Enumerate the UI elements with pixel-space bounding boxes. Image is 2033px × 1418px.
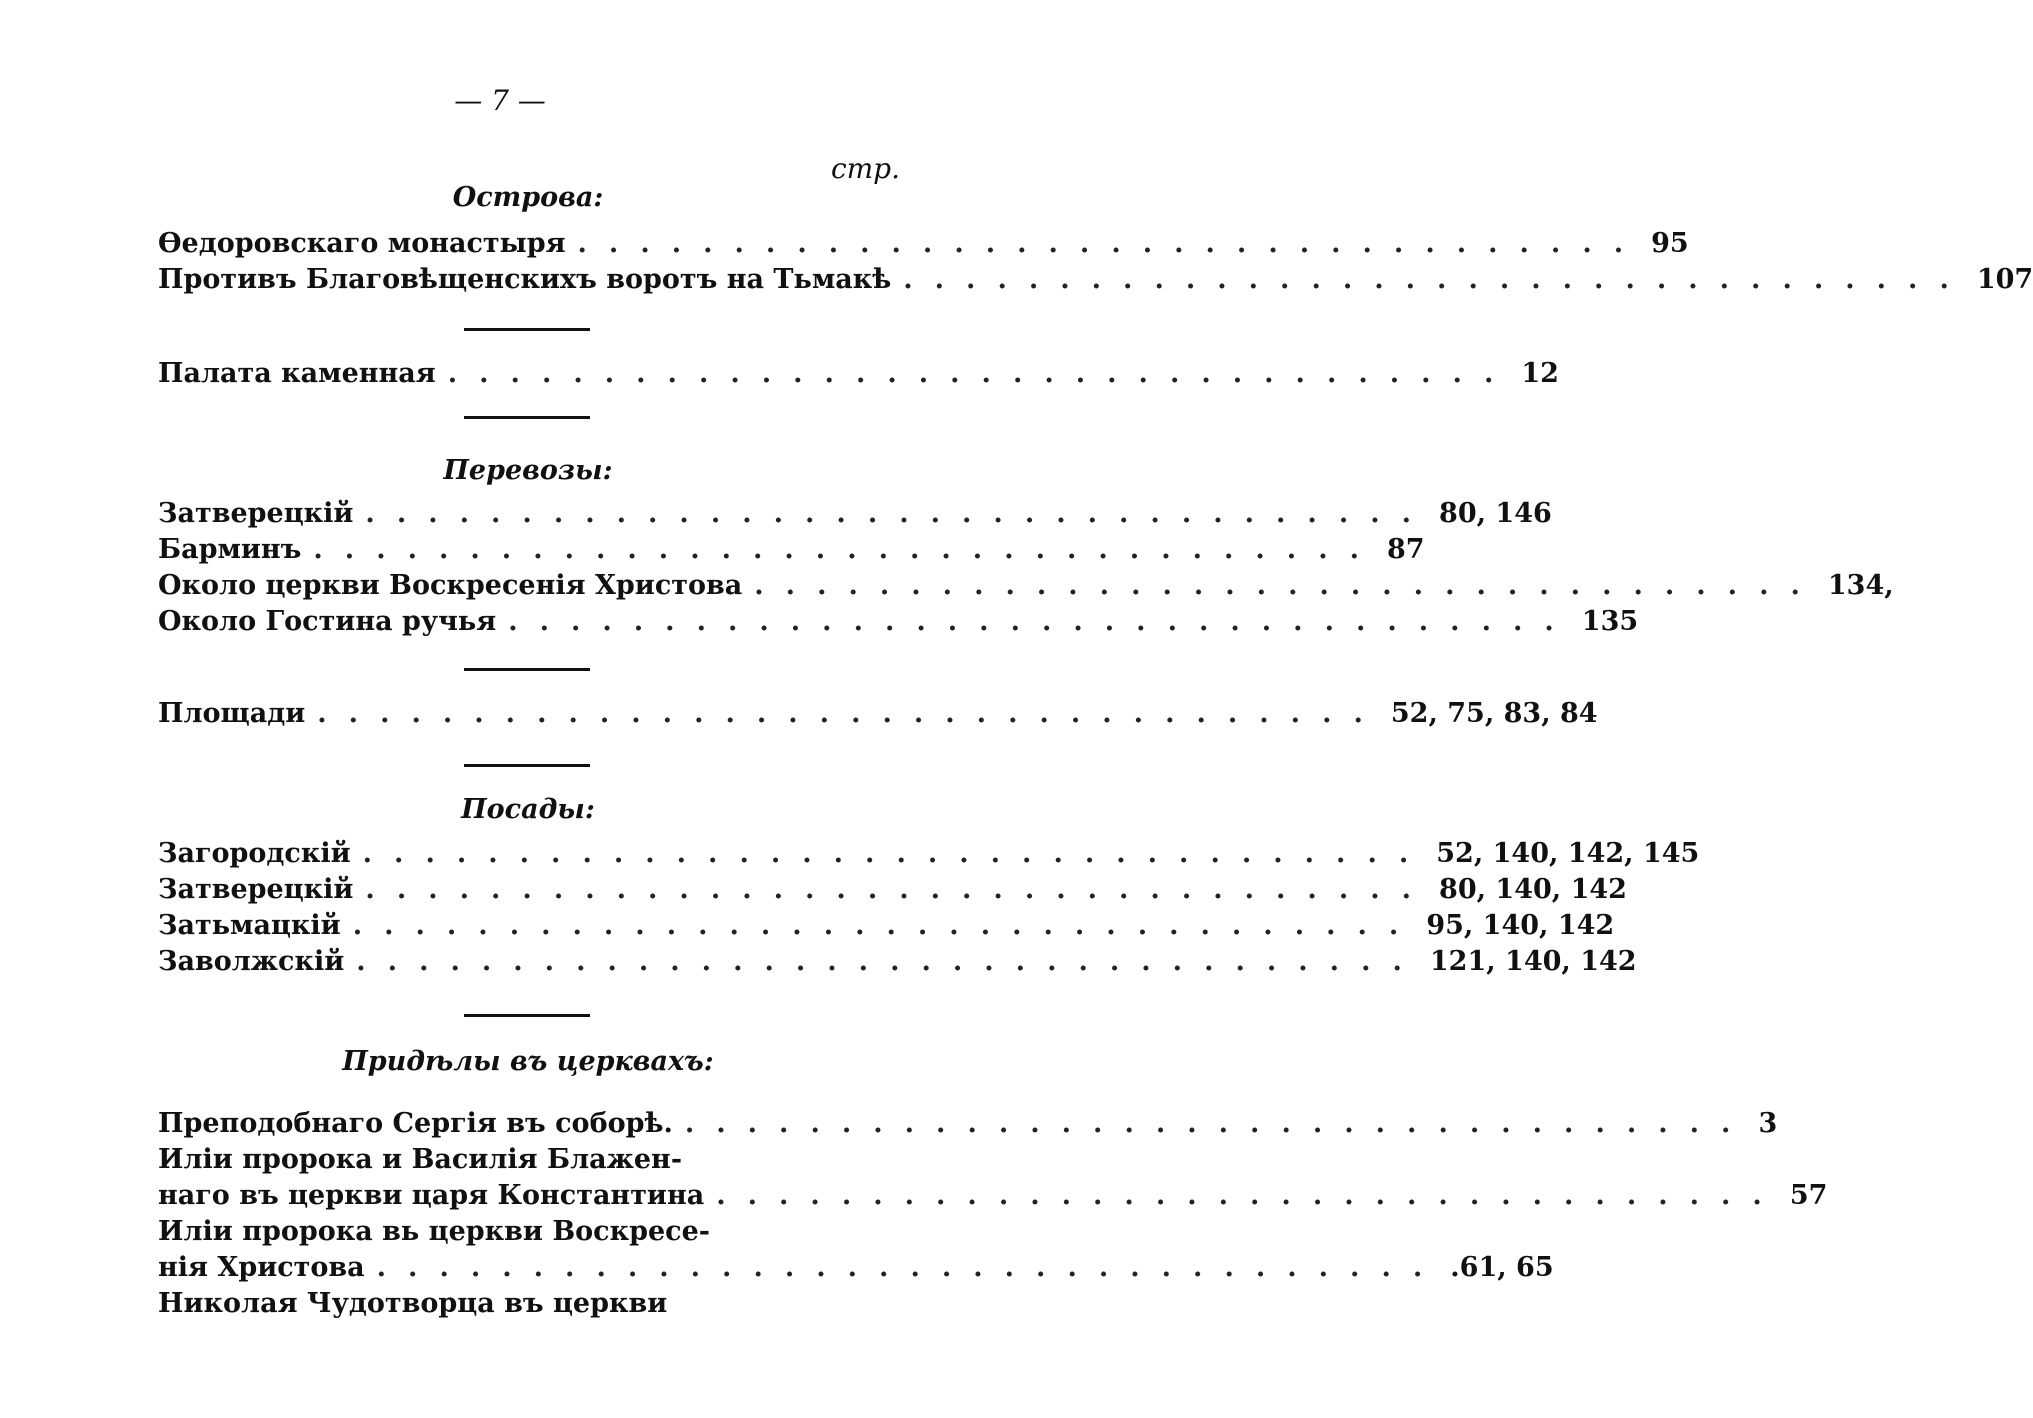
- index-entry: [158, 910, 1615, 946]
- index-entry: [158, 534, 1425, 570]
- section-heading-pridely: Придѣлы въ церквахъ:: [342, 1046, 714, 1077]
- section-divider: [464, 328, 590, 331]
- index-entry: [158, 358, 1559, 394]
- leader-dots: ..................................: [716, 1180, 1784, 1211]
- leader-dots: ..................................: [508, 606, 1576, 637]
- entry-label: Загородскій: [158, 838, 351, 869]
- leader-dots: ..................................: [903, 264, 1971, 295]
- index-entry: [158, 698, 1598, 734]
- section-divider: [464, 1014, 590, 1017]
- entry-page: 3: [1758, 1108, 1778, 1139]
- index-entry: [158, 874, 1627, 910]
- leader-dots: ..................................: [684, 1108, 1753, 1139]
- leader-dots: ..................................: [356, 946, 1424, 977]
- entry-page: 95, 140, 142: [1426, 910, 1615, 941]
- entry-first-line: Николая Чудотворца въ церкви: [158, 1288, 668, 1319]
- index-entry: [158, 838, 1700, 874]
- entry-label: Барминъ: [158, 534, 302, 565]
- entry-label: Около церкви Воскресенія Христова: [158, 570, 743, 601]
- entry-label: Өедоровскаго монастыря: [158, 228, 566, 259]
- entry-page: 107: [1976, 264, 2033, 295]
- entry-page: 80, 146: [1439, 498, 1552, 529]
- entry-page: 121, 140, 142: [1429, 946, 1637, 977]
- section-heading-perevozy: Перевозы:: [443, 455, 613, 486]
- section-divider: [464, 764, 590, 767]
- entry-label: Затверецкій: [158, 498, 354, 529]
- section-divider: [464, 668, 590, 671]
- entry-label: Палата каменная: [158, 358, 436, 389]
- entry-label: нія Христова: [158, 1252, 365, 1283]
- leader-dots: ..................................: [352, 910, 1421, 941]
- leader-dots: ..................................: [376, 1252, 1445, 1283]
- leader-dots: ..................................: [313, 534, 1382, 565]
- entry-page: 52, 75, 83, 84: [1390, 698, 1598, 729]
- entry-label: Около Гостина ручья: [158, 606, 497, 637]
- entry-page: 87: [1387, 534, 1425, 565]
- index-entry: [158, 264, 2033, 300]
- entry-page: 57: [1789, 1180, 1828, 1211]
- section-divider: [464, 416, 590, 419]
- page-number: — 7 —: [454, 84, 546, 117]
- entry-label: Затьмацкій: [158, 910, 341, 941]
- section-heading-posady: Посады:: [461, 794, 595, 825]
- index-entry: [158, 1108, 1778, 1144]
- entry-label: наго въ церкви царя Константина: [158, 1180, 705, 1211]
- entry-page: 134,: [1827, 570, 1894, 601]
- leader-dots: ..................................: [317, 698, 1385, 729]
- leader-dots: ..................................: [754, 570, 1822, 601]
- leader-dots: ..................................: [362, 838, 1431, 869]
- leader-dots: ..................................: [577, 228, 1646, 259]
- index-entry: [158, 570, 1894, 606]
- entry-label: Преподобнаго Сергія въ соборѣ.: [158, 1108, 673, 1139]
- page-column-label: стр.: [830, 152, 900, 185]
- leader-dots: ..................................: [365, 498, 1434, 529]
- section-heading-ostrova: Острова:: [452, 182, 604, 213]
- entry-label: Затверецкій: [158, 874, 354, 905]
- entry-label: Противъ Благовѣщенскихъ воротъ на Тьмакѣ: [158, 264, 892, 295]
- entry-page: .61, 65: [1450, 1252, 1554, 1283]
- entry-page: 135: [1581, 606, 1639, 637]
- index-entry: [158, 1180, 1828, 1216]
- entry-page: 12: [1521, 358, 1559, 389]
- leader-dots: ..................................: [447, 358, 1516, 389]
- entry-page: 80, 140, 142: [1439, 874, 1627, 905]
- entry-first-line: Иліи пророка и Василія Блажен-: [158, 1144, 683, 1175]
- index-entry: [158, 606, 1639, 642]
- leader-dots: ..................................: [365, 874, 1434, 905]
- index-entry: [158, 1252, 1554, 1288]
- index-entry: [158, 228, 1689, 264]
- entry-page: 95: [1651, 228, 1689, 259]
- entry-first-line: Иліи пророка вь церкви Воскресе-: [158, 1216, 710, 1247]
- entry-label: Заволжскій: [158, 946, 345, 977]
- entry-page: 52, 140, 142, 145: [1436, 838, 1700, 869]
- entry-label: Площади: [158, 698, 306, 729]
- index-entry: [158, 946, 1637, 982]
- index-entry: [158, 498, 1552, 534]
